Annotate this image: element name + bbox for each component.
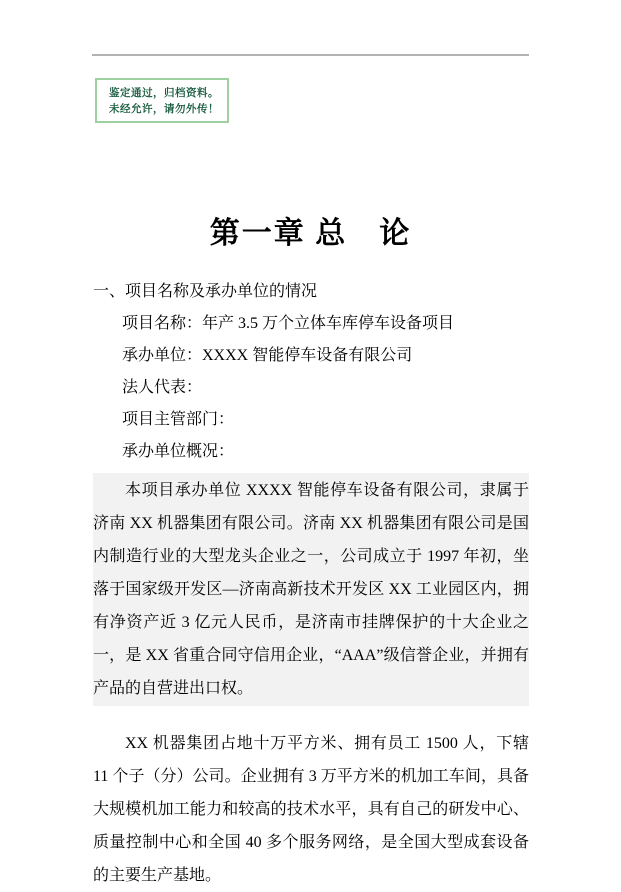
section-heading: 一、项目名称及承办单位的情况 — [93, 283, 318, 300]
stamp-text-line2: 未经允许，请勿外传！ — [109, 103, 219, 115]
info-line-undertaking-unit: 承办单位：XXXX 智能停车设备有限公司 — [122, 347, 413, 364]
stamp-text-line1: 鉴定通过，归档资料。 — [109, 87, 219, 99]
paragraph-company-intro: 本项目承办单位 XXXX 智能停车设备有限公司，隶属于济南 XX 机器集团有限公司。济南 XX 机器集团有限公司是国内制造行业的大型龙头企业之一，公司成立于 1997 年初，坐落于国家级开发区—济南高新技术开发区 XX 工业园区内，拥有净资产近 3 亿元人民币，是济南市挂牌保护的十大企业之一，是 XX 省重合同守信用企业，“AAA”级信誉企业，并拥有产品的自营进出口权。 — [93, 473, 529, 706]
info-line-project-name: 项目名称：年产 3.5 万个立体车库停车设备项目 — [122, 315, 455, 332]
page-top-rule — [92, 54, 529, 56]
document-body — [93, 276, 529, 892]
chapter-title: 第一章 总 论 — [209, 217, 412, 250]
project-info-list — [93, 308, 529, 468]
confidential-stamp — [95, 78, 229, 123]
info-line-legal-representative: 法人代表： — [122, 379, 203, 396]
info-line-competent-department: 项目主管部门： — [122, 411, 235, 428]
paragraph-group-overview: XX 机器集团占地十万平方米、拥有员工 1500 人，下辖 11 个子（分）公司。企业拥有 3 万平方米的机加工车间，具备大规模机加工能力和较高的技术水平，具有自己的研发中心、质量控制中心和全国 40 多个服务网络，是全国大型成套设备的主要生产基地。 — [93, 735, 529, 884]
info-line-unit-overview: 承办单位概况： — [122, 443, 235, 460]
